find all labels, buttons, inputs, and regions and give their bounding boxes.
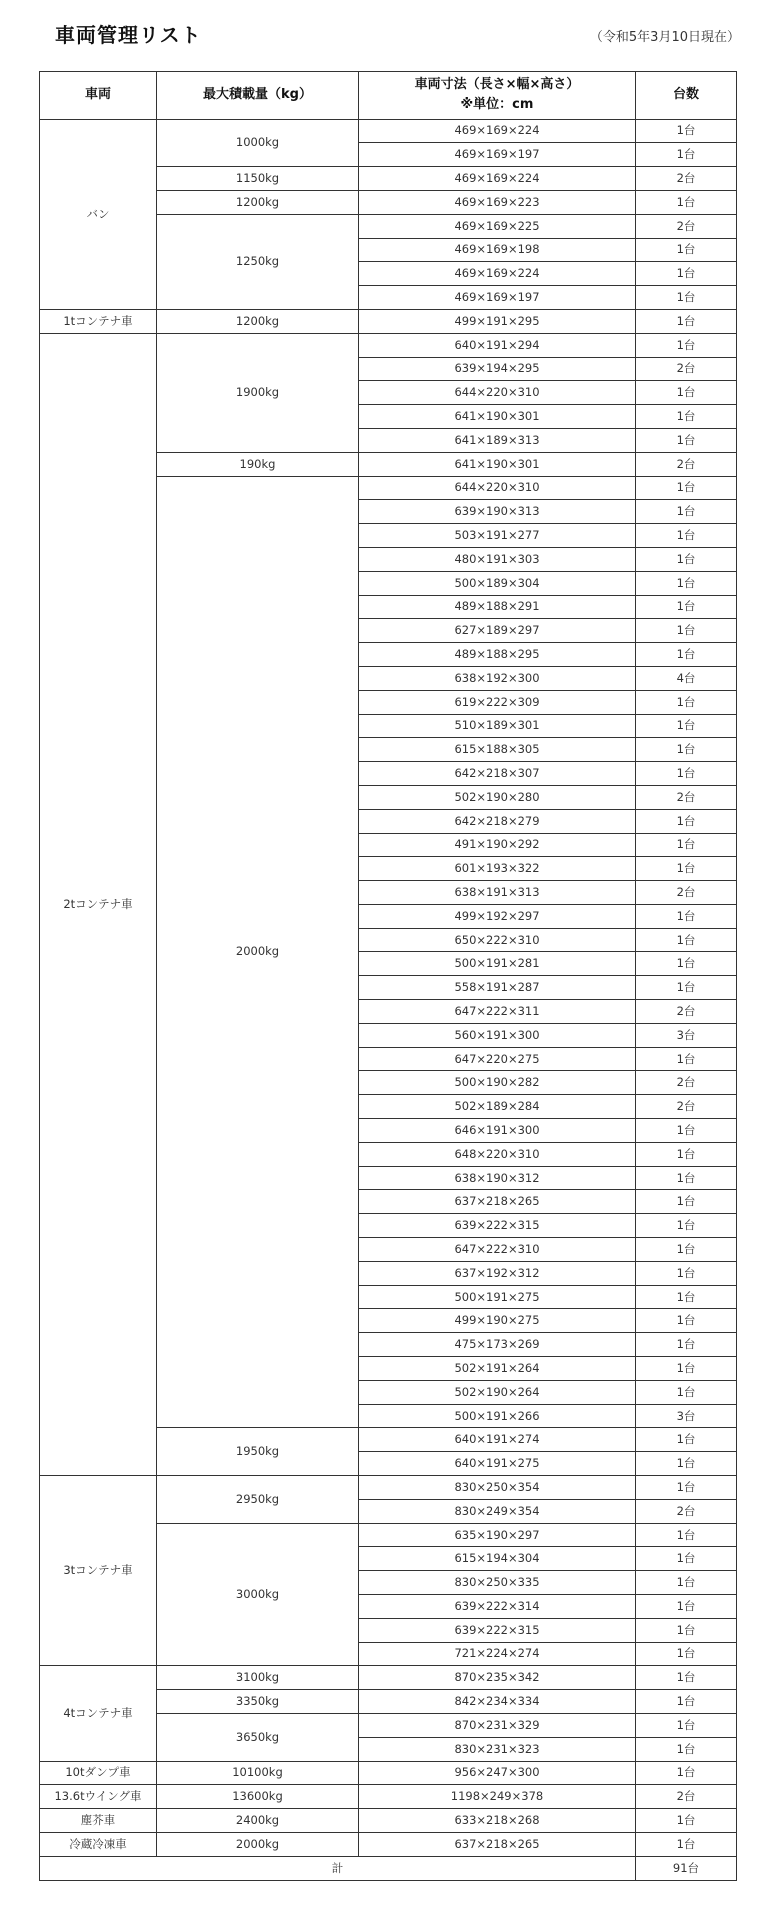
capacity-cell: 3000kg [157, 1523, 359, 1666]
dimensions-cell: 469×169×224 [359, 262, 636, 286]
dimensions-cell: 633×218×268 [359, 1809, 636, 1833]
count-cell: 1台 [636, 904, 737, 928]
header-vehicle: 車両 [40, 72, 157, 120]
dimensions-cell: 642×218×279 [359, 809, 636, 833]
dimensions-cell: 647×222×311 [359, 1000, 636, 1024]
count-cell: 1台 [636, 1690, 737, 1714]
count-cell: 1台 [636, 1618, 737, 1642]
dimensions-cell: 638×191×313 [359, 881, 636, 905]
count-cell: 1台 [636, 1642, 737, 1666]
table-row [40, 1666, 737, 1690]
count-cell: 1台 [636, 238, 737, 262]
count-cell: 2台 [636, 1071, 737, 1095]
count-cell: 1台 [636, 976, 737, 1000]
dimensions-cell: 635×190×297 [359, 1523, 636, 1547]
count-cell: 1台 [636, 190, 737, 214]
count-cell: 1台 [636, 1119, 737, 1143]
dimensions-cell: 469×169×198 [359, 238, 636, 262]
table-row [40, 1476, 737, 1500]
dimensions-cell: 469×169×197 [359, 286, 636, 310]
as-of-date: （令和5年3月10日現在） [589, 30, 740, 45]
count-cell: 1台 [636, 500, 737, 524]
capacity-cell: 3100kg [157, 1666, 359, 1690]
dimensions-cell: 830×231×323 [359, 1737, 636, 1761]
vehicle-cell: 冷蔵冷凍車 [40, 1832, 157, 1856]
vehicle-cell: バン [40, 119, 157, 309]
count-cell: 1台 [636, 381, 737, 405]
capacity-cell: 1950kg [157, 1428, 359, 1476]
capacity-cell: 1900kg [157, 333, 359, 452]
table-row [40, 119, 737, 143]
dimensions-cell: 510×189×301 [359, 714, 636, 738]
count-cell: 1台 [636, 547, 737, 571]
dimensions-cell: 641×189×313 [359, 428, 636, 452]
count-cell: 1台 [636, 1809, 737, 1833]
count-cell: 1台 [636, 1190, 737, 1214]
count-cell: 1台 [636, 476, 737, 500]
dimensions-cell: 642×218×307 [359, 762, 636, 786]
dimensions-cell: 500×190×282 [359, 1071, 636, 1095]
capacity-cell: 3350kg [157, 1690, 359, 1714]
header-count: 台数 [636, 72, 737, 120]
count-cell: 2台 [636, 214, 737, 238]
count-cell: 1台 [636, 1571, 737, 1595]
dimensions-cell: 640×191×275 [359, 1452, 636, 1476]
dimensions-cell: 615×188×305 [359, 738, 636, 762]
dimensions-cell: 615×194×304 [359, 1547, 636, 1571]
capacity-cell: 1200kg [157, 190, 359, 214]
vehicle-cell: 13.6tウイング車 [40, 1785, 157, 1809]
count-cell: 1台 [636, 309, 737, 333]
count-cell: 1台 [636, 333, 737, 357]
count-cell: 1台 [636, 833, 737, 857]
vehicle-table [39, 71, 737, 1881]
dimensions-cell: 1198×249×378 [359, 1785, 636, 1809]
vehicle-cell: 2tコンテナ車 [40, 333, 157, 1475]
capacity-cell: 190kg [157, 452, 359, 476]
dimensions-cell: 641×190×301 [359, 405, 636, 429]
header-capacity: 最大積載量（kg） [157, 72, 359, 120]
dimensions-cell: 638×192×300 [359, 666, 636, 690]
dimensions-cell: 489×188×291 [359, 595, 636, 619]
dimensions-cell: 842×234×334 [359, 1690, 636, 1714]
count-cell: 1台 [636, 619, 737, 643]
dimensions-cell: 648×220×310 [359, 1142, 636, 1166]
dimensions-cell: 637×218×265 [359, 1832, 636, 1856]
table-row [40, 309, 737, 333]
count-cell: 1台 [636, 571, 737, 595]
table-row [40, 1832, 737, 1856]
dimensions-cell: 500×191×275 [359, 1285, 636, 1309]
dimensions-cell: 503×191×277 [359, 524, 636, 548]
dimensions-cell: 502×190×280 [359, 785, 636, 809]
count-cell: 1台 [636, 1285, 737, 1309]
count-cell: 1台 [636, 643, 737, 667]
vehicle-cell: 3tコンテナ車 [40, 1476, 157, 1666]
dimensions-cell: 560×191×300 [359, 1023, 636, 1047]
dimensions-cell: 469×169×223 [359, 190, 636, 214]
count-cell: 1台 [636, 1214, 737, 1238]
dimensions-cell: 500×189×304 [359, 571, 636, 595]
vehicle-cell: 塵芥車 [40, 1809, 157, 1833]
dimensions-cell: 499×191×295 [359, 309, 636, 333]
count-cell: 2台 [636, 1095, 737, 1119]
dimensions-cell: 502×189×284 [359, 1095, 636, 1119]
table-row [40, 333, 737, 357]
dimensions-cell: 721×224×274 [359, 1642, 636, 1666]
dimensions-cell: 640×191×274 [359, 1428, 636, 1452]
count-cell: 1台 [636, 143, 737, 167]
dimensions-cell: 830×250×335 [359, 1571, 636, 1595]
dimensions-cell: 870×235×342 [359, 1666, 636, 1690]
table-row [40, 1809, 737, 1833]
count-cell: 1台 [636, 1476, 737, 1500]
count-cell: 1台 [636, 1666, 737, 1690]
dimensions-cell: 830×250×354 [359, 1476, 636, 1500]
capacity-cell: 1150kg [157, 167, 359, 191]
dimensions-cell: 644×220×310 [359, 476, 636, 500]
count-cell: 1台 [636, 1166, 737, 1190]
dimensions-cell: 480×191×303 [359, 547, 636, 571]
count-cell: 1台 [636, 1428, 737, 1452]
header-dimensions-unit: ※単位：cm [460, 97, 534, 113]
dimensions-cell: 650×222×310 [359, 928, 636, 952]
capacity-cell: 2400kg [157, 1809, 359, 1833]
count-cell: 2台 [636, 357, 737, 381]
count-cell: 1台 [636, 1713, 737, 1737]
count-cell: 2台 [636, 785, 737, 809]
dimensions-cell: 619×222×309 [359, 690, 636, 714]
dimensions-cell: 489×188×295 [359, 643, 636, 667]
count-cell: 1台 [636, 714, 737, 738]
count-cell: 2台 [636, 167, 737, 191]
dimensions-cell: 638×190×312 [359, 1166, 636, 1190]
capacity-cell: 1200kg [157, 309, 359, 333]
dimensions-cell: 637×218×265 [359, 1190, 636, 1214]
dimensions-cell: 639×222×315 [359, 1618, 636, 1642]
capacity-cell: 2000kg [157, 476, 359, 1428]
capacity-cell: 10100kg [157, 1761, 359, 1785]
table-row [40, 1785, 737, 1809]
dimensions-cell: 639×194×295 [359, 357, 636, 381]
count-cell: 1台 [636, 1357, 737, 1381]
table-row [40, 1761, 737, 1785]
dimensions-cell: 639×190×313 [359, 500, 636, 524]
count-cell: 1台 [636, 405, 737, 429]
count-cell: 3台 [636, 1023, 737, 1047]
dimensions-cell: 647×220×275 [359, 1047, 636, 1071]
dimensions-cell: 639×222×314 [359, 1595, 636, 1619]
count-cell: 2台 [636, 881, 737, 905]
dimensions-cell: 469×169×197 [359, 143, 636, 167]
dimensions-cell: 502×190×264 [359, 1380, 636, 1404]
capacity-cell: 13600kg [157, 1785, 359, 1809]
total-label: 計 [40, 1856, 636, 1880]
dimensions-cell: 491×190×292 [359, 833, 636, 857]
count-cell: 3台 [636, 1404, 737, 1428]
dimensions-cell: 639×222×315 [359, 1214, 636, 1238]
vehicle-cell: 1tコンテナ車 [40, 309, 157, 333]
capacity-cell: 1250kg [157, 214, 359, 309]
count-cell: 1台 [636, 262, 737, 286]
dimensions-cell: 558×191×287 [359, 976, 636, 1000]
count-cell: 1台 [636, 1261, 737, 1285]
count-cell: 1台 [636, 809, 737, 833]
dimensions-cell: 956×247×300 [359, 1761, 636, 1785]
dimensions-cell: 646×191×300 [359, 1119, 636, 1143]
count-cell: 2台 [636, 1499, 737, 1523]
count-cell: 1台 [636, 738, 737, 762]
count-cell: 1台 [636, 1761, 737, 1785]
count-cell: 1台 [636, 1547, 737, 1571]
capacity-cell: 3650kg [157, 1713, 359, 1761]
dimensions-cell: 469×169×224 [359, 119, 636, 143]
total-value: 91台 [636, 1856, 737, 1880]
capacity-cell: 2950kg [157, 1476, 359, 1524]
dimensions-cell: 627×189×297 [359, 619, 636, 643]
dimensions-cell: 830×249×354 [359, 1499, 636, 1523]
dimensions-cell: 870×231×329 [359, 1713, 636, 1737]
dimensions-cell: 641×190×301 [359, 452, 636, 476]
count-cell: 1台 [636, 1452, 737, 1476]
count-cell: 1台 [636, 762, 737, 786]
dimensions-cell: 502×191×264 [359, 1357, 636, 1381]
capacity-cell: 2000kg [157, 1832, 359, 1856]
dimensions-cell: 637×192×312 [359, 1261, 636, 1285]
dimensions-cell: 647×222×310 [359, 1238, 636, 1262]
dimensions-cell: 499×192×297 [359, 904, 636, 928]
count-cell: 1台 [636, 595, 737, 619]
count-cell: 1台 [636, 1737, 737, 1761]
count-cell: 1台 [636, 1333, 737, 1357]
count-cell: 1台 [636, 1595, 737, 1619]
count-cell: 1台 [636, 1238, 737, 1262]
vehicle-cell: 10tダンプ車 [40, 1761, 157, 1785]
table-body [40, 119, 737, 1856]
count-cell: 1台 [636, 1380, 737, 1404]
count-cell: 1台 [636, 428, 737, 452]
count-cell: 1台 [636, 857, 737, 881]
dimensions-cell: 499×190×275 [359, 1309, 636, 1333]
count-cell: 1台 [636, 1523, 737, 1547]
dimensions-cell: 601×193×322 [359, 857, 636, 881]
count-cell: 1台 [636, 1832, 737, 1856]
count-cell: 1台 [636, 1047, 737, 1071]
dimensions-cell: 644×220×310 [359, 381, 636, 405]
count-cell: 4台 [636, 666, 737, 690]
dimensions-cell: 469×169×224 [359, 167, 636, 191]
count-cell: 1台 [636, 928, 737, 952]
dimensions-cell: 469×169×225 [359, 214, 636, 238]
capacity-cell: 1000kg [157, 119, 359, 167]
table-header-row [40, 72, 737, 120]
count-cell: 2台 [636, 1785, 737, 1809]
count-cell: 1台 [636, 286, 737, 310]
header-dimensions [359, 72, 636, 120]
count-cell: 1台 [636, 1309, 737, 1333]
count-cell: 1台 [636, 1142, 737, 1166]
vehicle-cell: 4tコンテナ車 [40, 1666, 157, 1761]
total-row [40, 1856, 737, 1880]
count-cell: 2台 [636, 1000, 737, 1024]
dimensions-cell: 500×191×266 [359, 1404, 636, 1428]
dimensions-cell: 475×173×269 [359, 1333, 636, 1357]
dimensions-cell: 640×191×294 [359, 333, 636, 357]
count-cell: 1台 [636, 524, 737, 548]
count-cell: 1台 [636, 119, 737, 143]
count-cell: 1台 [636, 690, 737, 714]
count-cell: 2台 [636, 452, 737, 476]
header-dimensions-label: 車両寸法（長さ×幅×高さ） [414, 77, 580, 93]
dimensions-cell: 500×191×281 [359, 952, 636, 976]
count-cell: 1台 [636, 952, 737, 976]
page-title: 車両管理リスト [55, 23, 202, 47]
